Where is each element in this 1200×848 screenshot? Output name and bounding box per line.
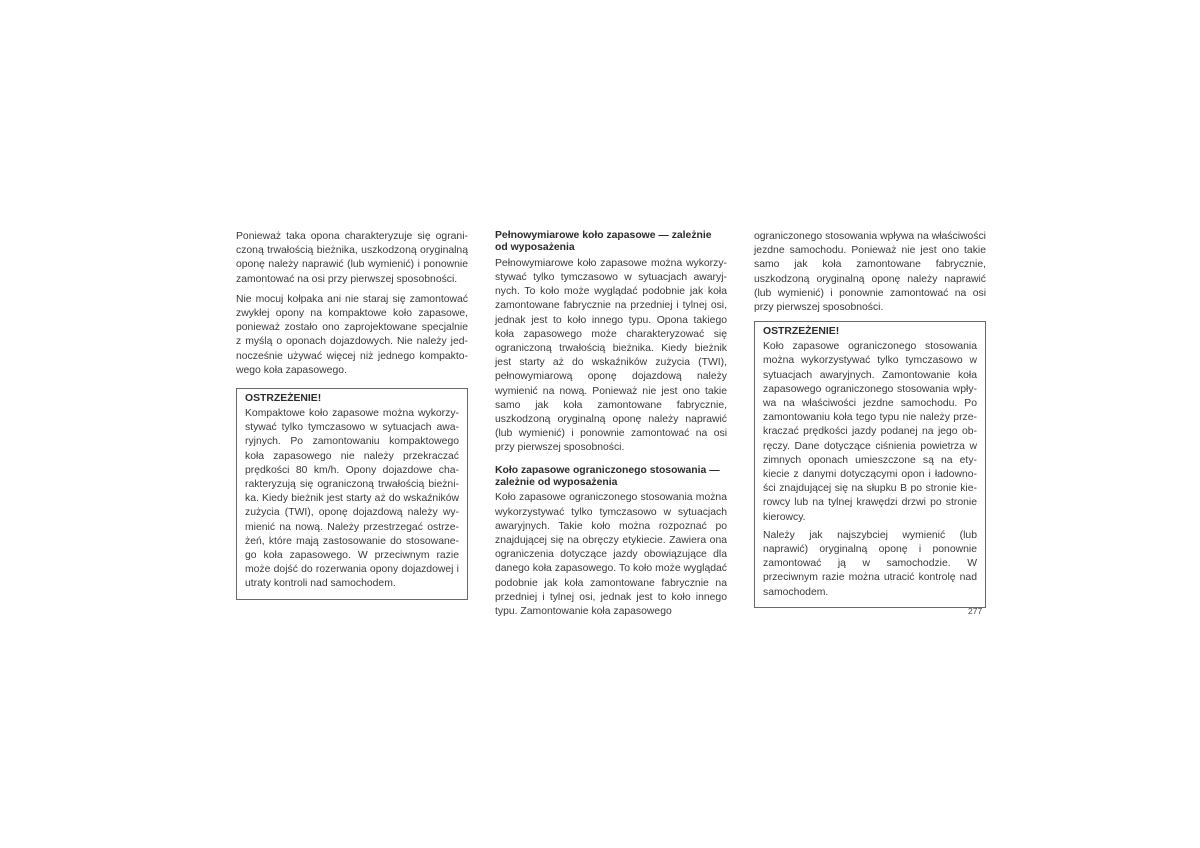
column-left: [236, 230, 468, 600]
section-text: Pełnowymiarowe koło zapasowe można wykorzystywać tylko tymczasowo w sytuacjach awaryjnych. To koło może wyglądać podobnie jak koła zamontowane fabrycznie na przedniej i tylnej osi, jednak jest to koło innego typu. Opona takiego koła zapasowego może charakteryzować się ograniczoną trwałością bieżnika. Kiedy bieżnik jest starty aż do wskaźników zużycia (TWI), pełnowymiarową oponę dojazdową należy wymienić na nową. Ponieważ nie jest ono takie samo jak koła zamontowane fabrycznie, uszkodzoną oryginalną oponę należy naprawić (lub wymienić) i ponownie zamontować na osi przy pierwszej sposobności.: [495, 257, 727, 454]
section-full-size-spare: [495, 230, 727, 456]
column-right: [754, 230, 986, 608]
warning-box-limited-spare: [754, 321, 986, 608]
paragraph-continued: ograniczonego stosowania wpływa na właściwości jezdne samochodu. Ponieważ nie jest ono takie samo jak koła zamontowane fabrycznie, uszkodzoną oryginalną oponę należy naprawić (lub wymienić) i ponownie zamontować na osi przy pierwszej sposobności.: [754, 231, 986, 314]
paragraph-hubcap-notice: Nie mocuj kołpaka ani nie staraj się zamontować zwykłej opony na kompaktowe koło zapasowe, ponieważ zostało ono zaprojektowane specjalnie z myślą o oponach dojazdowych. Nie należy jednocześnie używać więcej niż jednego kompaktowego koła zapasowego.: [236, 293, 468, 376]
warning-title: OSTRZEŻENIE!: [245, 393, 322, 405]
section-text: Koło zapasowe ograniczonego stosowania można wykorzystywać tylko tymczasowo w sytuacjach awaryjnych. Takie koło można rozpoznać po znajdującej się na obręczy etykiecie. Zawiera ona ograniczenia dotyczące jazdy obowiązujące dla danego koła zapasowego. To koło może wyglądać podobnie jak koła zamontowane fabrycznie na przedniej i tylnej osi, jednak jest to koło innego typu. Zamontowanie koła zapasowego: [495, 492, 727, 618]
page-number: 277: [968, 606, 983, 616]
section-limited-use-spare: [495, 465, 727, 620]
section-heading: Koło zapasowe ograniczonego stosowania — zależnie od wyposażenia: [495, 464, 720, 489]
warning-text: Należy jak najszybciej wymienić (lub naprawić) oryginalną oponę i ponownie zamontować ją w samochodzie. W przeciwnym razie można utracić kontrolę nad samochodem.: [763, 529, 977, 598]
warning-box-compact-spare: [236, 388, 468, 600]
warning-title: OSTRZEŻENIE!: [763, 326, 840, 338]
column-middle: [495, 230, 727, 628]
warning-text: Kompaktowe koło zapasowe można wykorzystywać tylko tymczasowo w sytuacjach awaryjnych. Po zamontowaniu kompaktowego koła zapasowego nie należy przekraczać prędkości 80 km/h. Opony dojazdowe charakteryzują się ograniczoną trwałością bieżnika. Kiedy bieżnik jest starty aż do wskaźników zużycia (TWI), oponę dojazdową należy wymienić na nową. Należy przestrzegać ostrzeżeń, które mają zastosowanie do stosowanego koła zapasowego. W przeciwnym razie może dojść do rozerwania opony dojazdowej i utraty kontroli nad samochodem.: [245, 408, 459, 590]
section-heading: Pełnowymiarowe koło zapasowe — zależnie od wyposażenia: [495, 230, 712, 254]
paragraph-tire-repair: Ponieważ taka opona charakteryzuje się ograniczoną trwałością bieżnika, uszkodzoną oryginalną oponę należy naprawić (lub wymienić) i ponownie zamontować na osi przy pierwszej sposobności.: [236, 231, 468, 285]
warning-text: Koło zapasowe ograniczonego stosowania można wykorzystywać tylko tymczasowo w sytuacjach awaryjnych. Zamontowanie koła zapasowego ograniczonego stosowania wpływa na właściwości jezdne samochodu. Po zamontowaniu koła tego typu nie należy przekraczać prędkości jazdy podanej na jego obręczy. Dane dotyczące ciśnienia powietrza w zimnych oponach umieszczone są na etykiecie z danymi dotyczącymi opon i ładowności znajdującej się na słupku B po stronie kierowcy lub na tylnej krawędzi drzwi po stronie kierowcy.: [763, 341, 977, 523]
